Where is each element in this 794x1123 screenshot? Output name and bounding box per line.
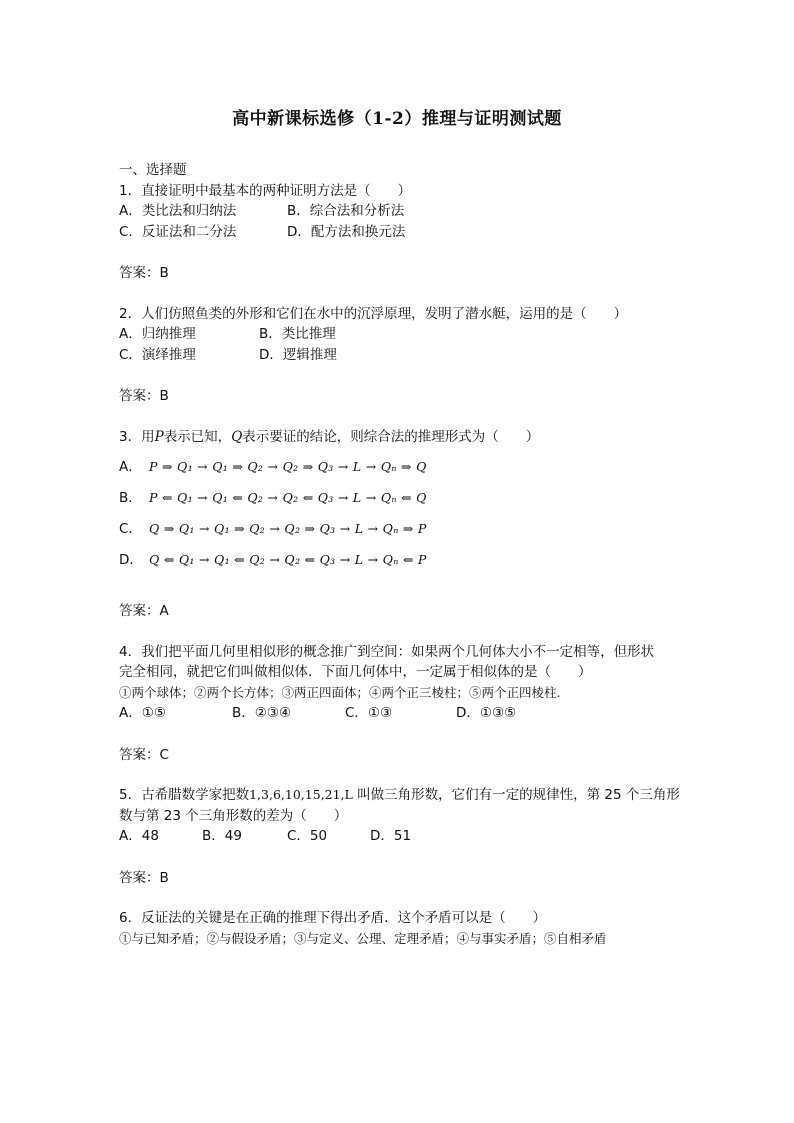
- question-2-stem: 2．人们仿照鱼类的外形和它们在水中的沉浮原理，发明了潜水艇，运用的是（ ）: [119, 305, 628, 322]
- option-label: B．: [119, 490, 142, 506]
- question-3-answer: 答案：A: [119, 603, 169, 619]
- question-4-statements: ①两个球体；②两个长方体；③两正四面体；④两个正三棱柱；⑤两个正四棱柱.: [119, 684, 561, 700]
- question-5-sequence: 1,3,6,10,15,21,L: [249, 787, 353, 802]
- question-2-answer: 答案：B: [119, 388, 169, 404]
- question-4-options: [119, 703, 679, 724]
- question-4-option-c: C．①③: [345, 705, 393, 721]
- option-formula: Q ⇐ Q₁ → Q₁ ⇐ Q₂ → Q₂ ⇐ Q₃ → L → Qₙ ⇐ P: [149, 552, 427, 567]
- question-3-stem-text: 3．用: [119, 428, 155, 445]
- question-3-option-c: [119, 519, 679, 539]
- question-2-options-row-1: [119, 324, 679, 345]
- question-2-option-d: D．逻辑推理: [259, 346, 337, 363]
- question-1-options-row-2: [119, 222, 679, 243]
- question-1-option-d: D．配方法和换元法: [287, 223, 406, 240]
- question-5-stem-text: 叫做三角形数，它们有一定的规律性，第 25 个三角形: [352, 787, 680, 803]
- question-4-option-a: A．①⑤: [119, 705, 166, 721]
- question-3-stem: [119, 427, 679, 448]
- question-4-stem-line-2: 完全相同，就把它们叫做相似体．下面几何体中，一定属于相似体的是（ ）: [119, 664, 592, 680]
- question-2-option-b: B．类比推理: [259, 326, 336, 342]
- question-1-option-c: C．反证法和二分法: [119, 223, 237, 240]
- question-5-options: [119, 826, 679, 847]
- question-5-option-a: A．48: [119, 828, 159, 844]
- question-5-answer: 答案：B: [119, 869, 169, 886]
- question-3-option-d: [119, 550, 679, 570]
- question-6-statements: ①与已知矛盾；②与假设矛盾；③与定义、公理、定理矛盾；④与事实矛盾；⑤自相矛盾: [119, 930, 607, 946]
- question-1-options-row-1: [119, 201, 679, 222]
- question-3-symbol-p: P: [154, 428, 164, 445]
- question-4-option-d: D．①③⑤: [456, 705, 517, 721]
- question-1-option-a: A．类比法和归纳法: [119, 203, 237, 219]
- option-formula: P ⇒ Q₁ → Q₁ ⇒ Q₂ → Q₂ ⇒ Q₃ → L → Qₙ ⇒ Q: [149, 459, 427, 474]
- question-5-stem-line-2: 数与第 23 个三角形数的差为（ ）: [119, 807, 348, 824]
- question-6-stem: 6．反证法的关键是在正确的推理下得出矛盾．这个矛盾可以是（ ）: [119, 910, 547, 926]
- question-1-stem: 1．直接证明中最基本的两种证明方法是（ ）: [119, 182, 412, 199]
- question-5-stem-text: 5．古希腊数学家把数: [119, 787, 250, 803]
- question-3-stem-text: 表示已知，: [163, 428, 232, 445]
- option-label: C．: [119, 521, 142, 537]
- question-3-symbol-q: Q: [231, 428, 243, 445]
- question-5-option-b: B．49: [202, 828, 242, 844]
- option-label: D．: [119, 552, 143, 568]
- option-formula: Q ⇒ Q₁ → Q₁ ⇒ Q₂ → Q₂ ⇒ Q₃ → L → Qₙ ⇒ P: [149, 521, 427, 536]
- question-5-option-d: D．51: [370, 828, 412, 844]
- option-formula: P ⇐ Q₁ → Q₁ ⇐ Q₂ → Q₂ ⇐ Q₃ → L → Qₙ ⇐ Q: [149, 490, 427, 505]
- question-2-options-row-2: [119, 345, 679, 366]
- question-3-option-b: [119, 488, 679, 508]
- question-5-option-c: C．50: [287, 828, 328, 844]
- question-4-stem-line-1: 4．我们把平面几何里相似形的概念推广到空间：如果两个几何体大小不一定相等，但形状: [119, 643, 655, 660]
- question-list: [119, 160, 679, 949]
- question-4-option-b: B．②③④: [232, 705, 292, 721]
- question-2-option-a: A．归纳推理: [119, 326, 196, 342]
- question-1-answer: 答案：B: [119, 265, 169, 281]
- question-5-stem-line-1: [119, 785, 679, 806]
- question-3-stem-text: 表示要证的结论，则综合法的推理形式为（ ）: [242, 428, 540, 445]
- option-label: A．: [119, 459, 142, 475]
- question-4-answer: 答案：C: [119, 746, 169, 763]
- question-1-option-b: B．综合法和分析法: [287, 203, 405, 219]
- page-title: 高中新课标选修（1-2）推理与证明测试题: [232, 109, 562, 129]
- question-3-option-a: [119, 457, 679, 477]
- section-heading: 一、选择题: [119, 162, 187, 178]
- question-2-option-c: C．演绎推理: [119, 346, 196, 363]
